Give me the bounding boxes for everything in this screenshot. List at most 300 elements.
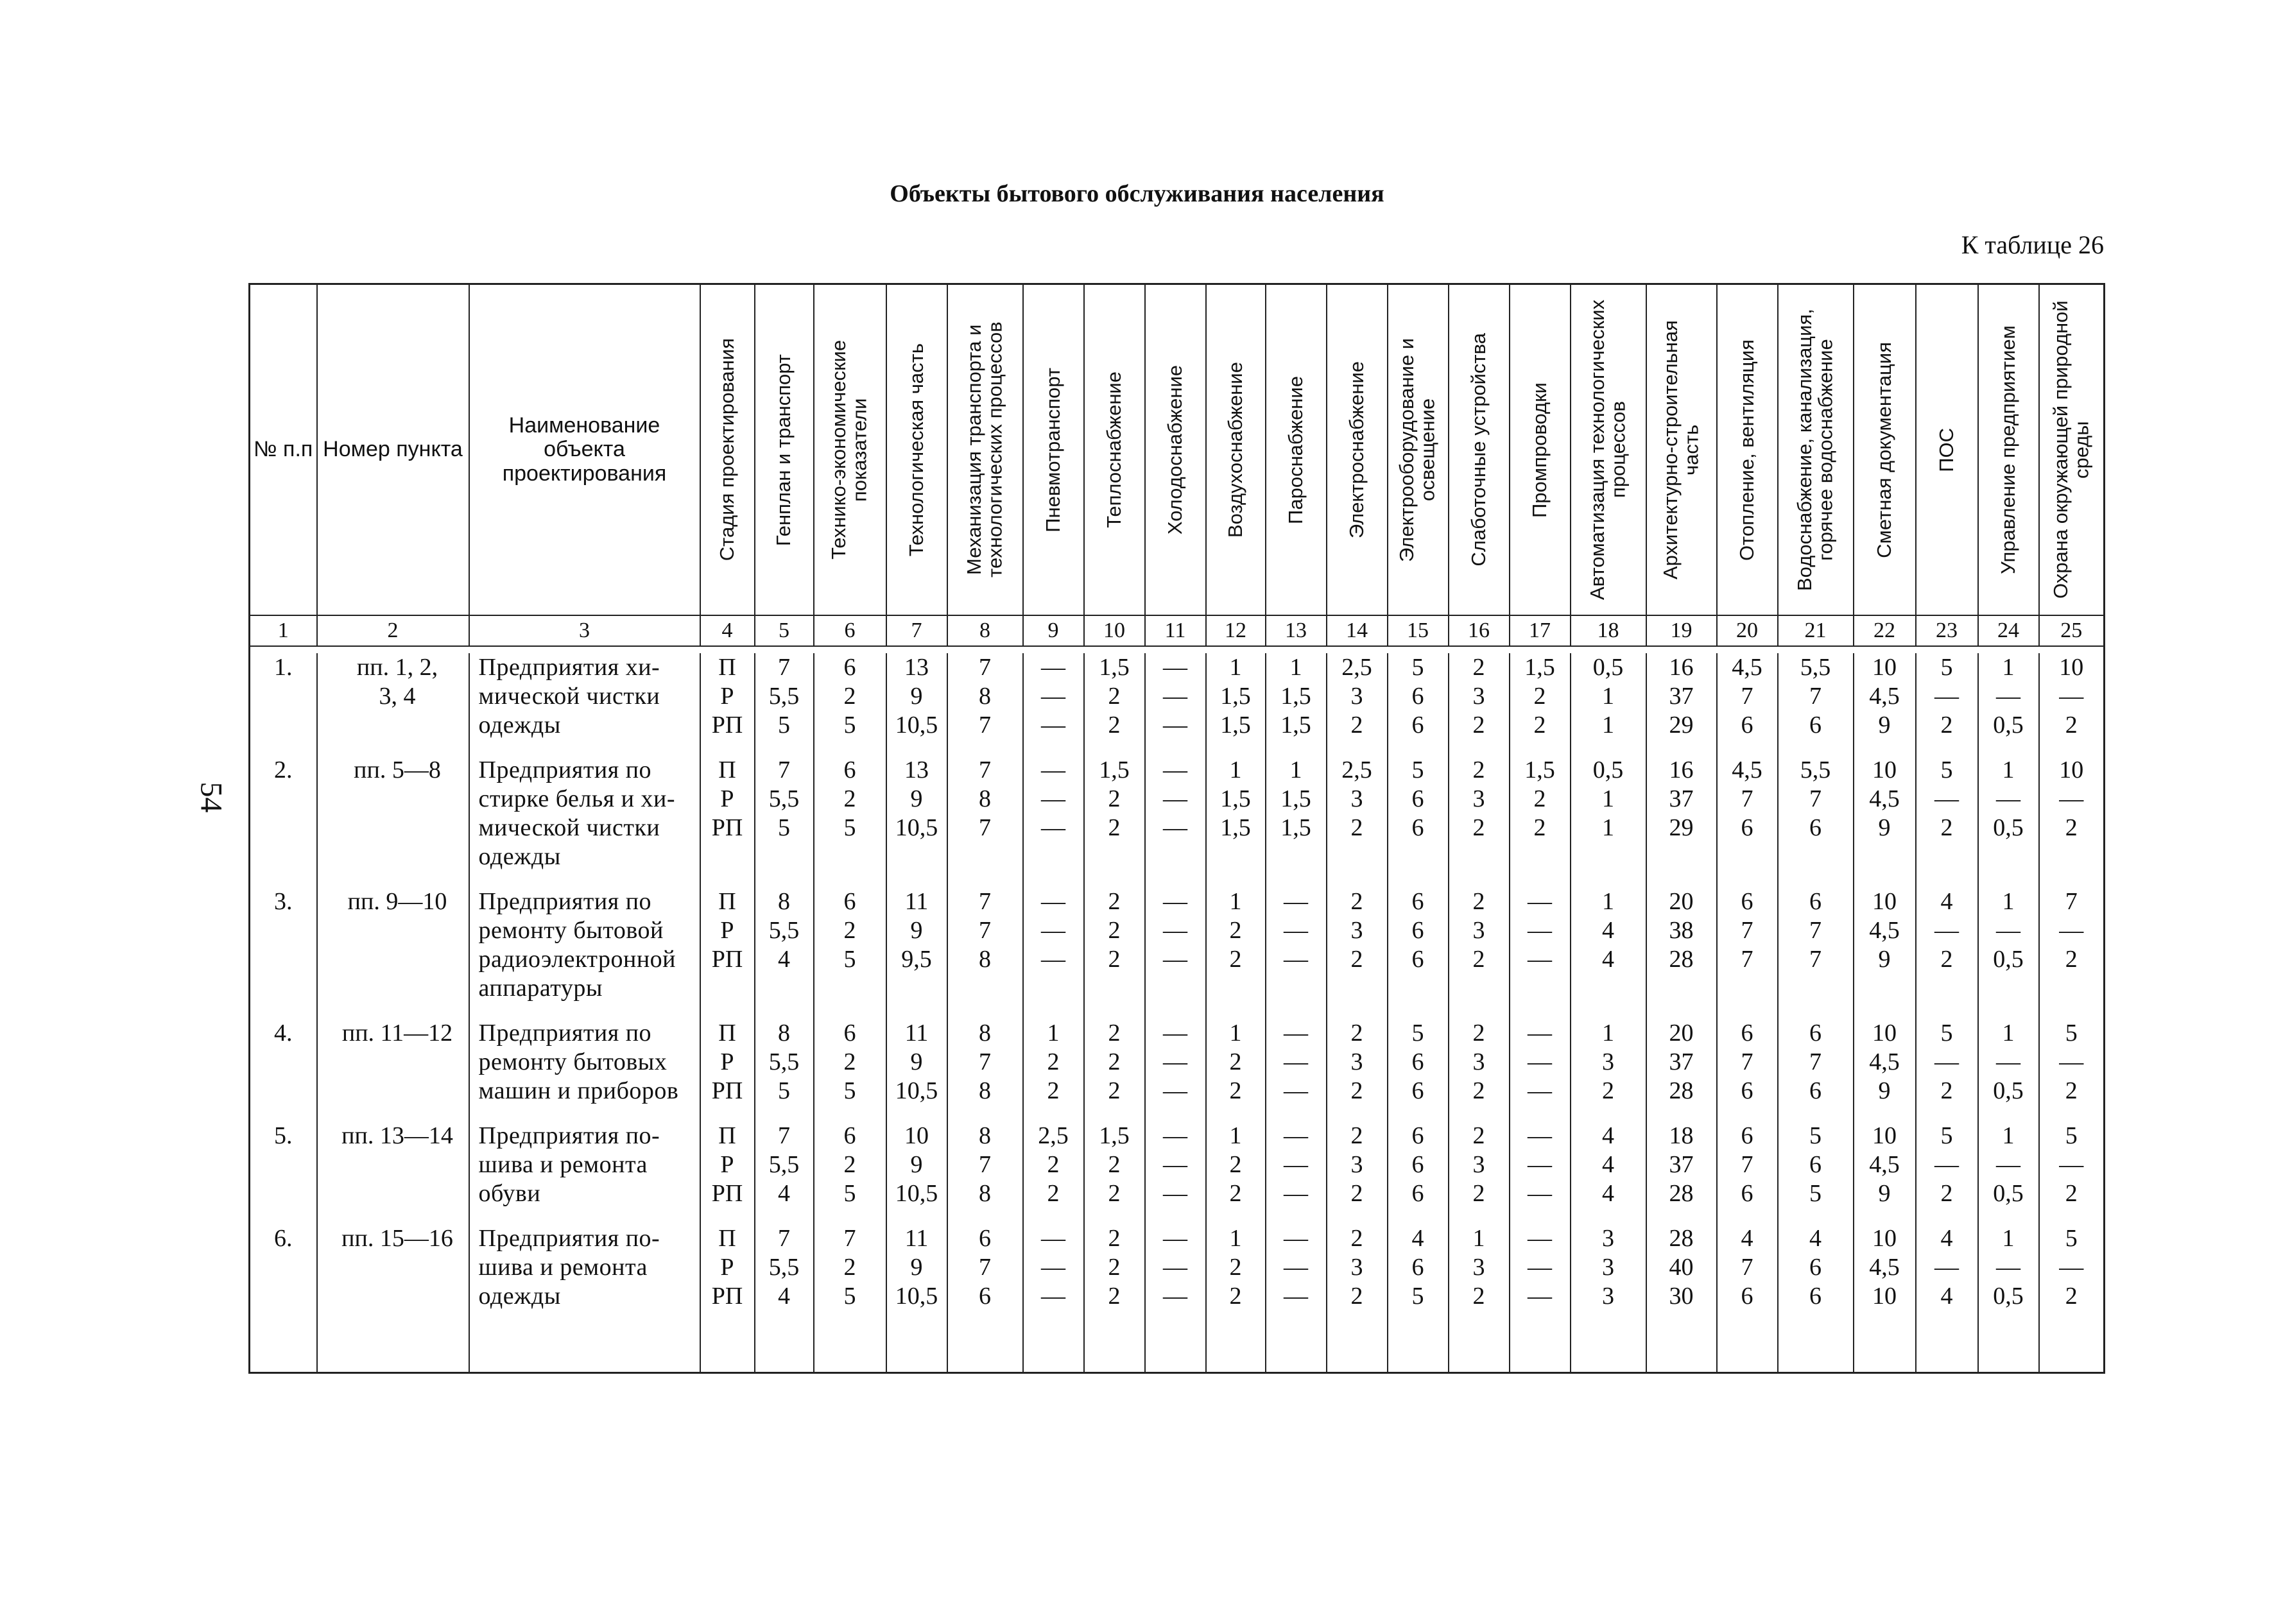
cell-line: 2: [2065, 1283, 2078, 1310]
value-cell: [1978, 653, 2039, 756]
header-cell: Стадия проектирования: [700, 284, 755, 616]
cell-line: 5: [2065, 1225, 2078, 1252]
cell-line: Предприятия хи-: [478, 654, 660, 681]
cell-line: 10,5: [895, 712, 938, 739]
cell-line: 1: [1229, 756, 1242, 783]
value-cell: [1023, 1224, 1084, 1327]
value-cell: [1778, 1224, 1854, 1327]
value-cell: [1854, 1224, 1916, 1327]
cell-line: 37: [1669, 683, 1694, 710]
object-name: [469, 756, 700, 887]
header-cell: Управление предприятием: [1978, 284, 2039, 616]
cell-line: 6.: [274, 1225, 293, 1252]
header-cell: Механизация транспорта и технологических процессов: [947, 284, 1023, 616]
value-cell: [886, 1224, 947, 1327]
cell-line: 37: [1669, 1048, 1694, 1075]
cell-line: 1,5: [1220, 814, 1251, 841]
cell-line: 2: [1108, 1151, 1121, 1178]
stage-cell: [700, 756, 755, 887]
point-number: [317, 756, 469, 887]
cell-line: 9: [910, 1151, 923, 1178]
cell-line: 1,5: [1280, 683, 1311, 710]
header-cell: Теплоснабжение: [1084, 284, 1145, 616]
header-cell: Слаботочные устройства: [1449, 284, 1510, 616]
cell-line: —: [1934, 917, 1959, 944]
cell-line: 0,5: [1993, 814, 2024, 841]
cell-line: аппаратуры: [478, 975, 603, 1002]
cell-line: 2: [2065, 1180, 2078, 1207]
value-cell: [1510, 1019, 1571, 1122]
column-number-cell: 11: [1145, 615, 1206, 646]
cell-line: —: [1996, 1048, 2020, 1075]
cell-line: 1: [1047, 1020, 1060, 1047]
cell-line: 4: [1602, 1122, 1614, 1149]
cell-line: —: [1163, 1122, 1187, 1149]
value-cell: [814, 1019, 886, 1122]
cell-line: 5: [843, 946, 856, 973]
value-cell: [1206, 1122, 1266, 1224]
cell-line: —: [1163, 1020, 1187, 1047]
cell-line: 2: [1472, 946, 1485, 973]
cell-line: —: [1041, 917, 1065, 944]
cell-line: радиоэлектронной: [478, 946, 676, 973]
cell-line: 1: [1229, 1225, 1242, 1252]
value-cell: [1717, 1122, 1778, 1224]
cell-line: 1,5: [1280, 785, 1311, 812]
value-cell: [1388, 1019, 1449, 1122]
cell-line: 3: [1472, 1048, 1485, 1075]
cell-line: —: [1934, 785, 1959, 812]
cell-line: 2: [843, 785, 856, 812]
cell-line: 10: [1872, 1283, 1897, 1310]
cell-line: 10,5: [895, 1077, 938, 1104]
cell-line: 1: [1229, 1020, 1242, 1047]
value-cell: [1778, 887, 1854, 1019]
cell-line: 2: [1533, 814, 1546, 841]
value-cell: [1266, 1019, 1327, 1122]
cell-line: 5: [843, 1283, 856, 1310]
cell-line: 5: [778, 814, 790, 841]
cell-line: 6: [1809, 1020, 1822, 1047]
cell-line: —: [1163, 756, 1187, 783]
column-number-cell: 16: [1449, 615, 1510, 646]
column-number-cell: 12: [1206, 615, 1266, 646]
cell-line: Р: [720, 917, 734, 944]
value-cell: [1206, 1224, 1266, 1327]
cell-line: —: [1163, 814, 1187, 841]
cell-line: 5: [1809, 1180, 1822, 1207]
cell-line: 30: [1669, 1283, 1694, 1310]
cell-line: 2,5: [1341, 756, 1372, 783]
value-cell: [1778, 1019, 1854, 1122]
cell-line: 2: [1108, 814, 1121, 841]
value-cell: [1084, 1122, 1145, 1224]
value-cell: [2039, 1122, 2105, 1224]
table-row: [250, 756, 2105, 887]
cell-line: 7: [1741, 785, 1753, 812]
cell-line: 6: [1411, 1077, 1424, 1104]
value-cell: [1978, 887, 2039, 1019]
cell-line: 1: [1602, 712, 1614, 739]
value-cell: [1646, 1224, 1717, 1327]
cell-line: обуви: [478, 1180, 541, 1207]
value-cell: [1388, 887, 1449, 1019]
column-number-cell: 13: [1266, 615, 1327, 646]
cell-line: П: [718, 1225, 736, 1252]
cell-line: 11: [904, 888, 929, 915]
cell-line: —: [1041, 1254, 1065, 1281]
value-cell: [1449, 653, 1510, 756]
value-cell: [1571, 653, 1646, 756]
cell-line: 5,5: [768, 917, 800, 944]
value-cell: [1978, 1122, 2039, 1224]
cell-line: 2: [1108, 712, 1121, 739]
value-cell: [947, 1224, 1023, 1327]
value-cell: [1646, 1122, 1717, 1224]
cell-line: —: [1041, 785, 1065, 812]
cell-line: 6: [1411, 683, 1424, 710]
header-cell: Водоснабжение, канализация, горячее водоснабжение: [1778, 284, 1854, 616]
cell-line: 2: [1108, 1254, 1121, 1281]
cell-line: —: [1163, 1225, 1187, 1252]
cell-line: 2: [1940, 1180, 1953, 1207]
cell-line: —: [1284, 1254, 1308, 1281]
value-cell: [814, 756, 886, 887]
cell-line: 2: [1472, 888, 1485, 915]
cell-line: 7: [1809, 946, 1822, 973]
cell-line: 6: [1741, 1020, 1753, 1047]
value-cell: [1854, 653, 1916, 756]
cell-line: 4: [778, 1180, 790, 1207]
data-table: [248, 283, 2105, 1374]
value-cell: [1327, 756, 1388, 887]
column-number-cell: 5: [755, 615, 814, 646]
cell-line: 6: [1809, 1077, 1822, 1104]
point-number: [317, 653, 469, 756]
cell-line: —: [1284, 1048, 1308, 1075]
cell-line: П: [718, 1020, 736, 1047]
cell-line: 7: [979, 917, 991, 944]
cell-line: 5: [1940, 1020, 1953, 1047]
cell-line: 2: [1350, 1180, 1363, 1207]
cell-line: 2: [1229, 1048, 1242, 1075]
cell-line: 4: [1602, 1180, 1614, 1207]
cell-line: 7: [1741, 683, 1753, 710]
value-cell: [886, 653, 947, 756]
cell-line: пп. 13—14: [341, 1122, 453, 1149]
cell-line: 3: [1472, 917, 1485, 944]
value-cell: [1206, 653, 1266, 756]
cell-line: —: [1528, 1283, 1552, 1310]
cell-line: 5: [843, 814, 856, 841]
cell-line: Р: [720, 785, 734, 812]
cell-line: пп. 1, 2,: [356, 654, 438, 681]
cell-line: 2: [1472, 1283, 1485, 1310]
cell-line: 1,5: [1524, 756, 1555, 783]
cell-line: 29: [1669, 712, 1694, 739]
cell-line: 7: [1741, 1254, 1753, 1281]
header-cell: ПОС: [1916, 284, 1978, 616]
cell-line: П: [718, 888, 736, 915]
row-number: [250, 1019, 317, 1122]
cell-line: 10: [1872, 888, 1897, 915]
cell-line: —: [1528, 888, 1552, 915]
row-number: [250, 1224, 317, 1327]
value-cell: [1510, 1224, 1571, 1327]
cell-line: 8: [778, 1020, 790, 1047]
cell-line: 1,5: [1099, 756, 1130, 783]
value-cell: [1449, 1019, 1510, 1122]
cell-line: 2: [1047, 1077, 1060, 1104]
cell-line: Предприятия по-: [478, 1122, 660, 1149]
value-cell: [886, 1019, 947, 1122]
cell-line: 4,5: [1869, 917, 1900, 944]
cell-line: 3.: [274, 888, 293, 915]
column-number-cell: 4: [700, 615, 755, 646]
cell-line: 7: [778, 1225, 790, 1252]
cell-line: —: [1284, 1151, 1308, 1178]
cell-line: 7: [1809, 1048, 1822, 1075]
cell-line: 5: [1411, 1020, 1424, 1047]
stage-cell: [700, 1122, 755, 1224]
cell-line: 2: [1350, 1225, 1363, 1252]
cell-line: РП: [711, 1180, 743, 1207]
cell-line: 10: [1872, 1020, 1897, 1047]
cell-line: 6: [1809, 1283, 1822, 1310]
value-cell: [947, 1019, 1023, 1122]
column-number-cell: 25: [2039, 615, 2105, 646]
value-cell: [1916, 887, 1978, 1019]
cell-line: 2: [843, 1048, 856, 1075]
header-cell: Отопление, вентиляция: [1717, 284, 1778, 616]
cell-line: шива и ремонта: [478, 1151, 648, 1178]
cell-line: 6: [843, 1020, 856, 1047]
cell-line: 6: [1411, 917, 1424, 944]
value-cell: [1571, 756, 1646, 887]
column-number-cell: 3: [469, 615, 700, 646]
cell-line: П: [718, 654, 736, 681]
cell-line: 5,5: [768, 785, 800, 812]
cell-line: РП: [711, 946, 743, 973]
cell-line: 1: [2002, 1122, 2015, 1149]
cell-line: 0,5: [1993, 712, 2024, 739]
cell-line: 10,5: [895, 1180, 938, 1207]
cell-line: 0,5: [1592, 654, 1624, 681]
cell-line: 1: [2002, 756, 2015, 783]
cell-line: 8: [979, 1122, 991, 1149]
cell-line: —: [1934, 1048, 1959, 1075]
value-cell: [1206, 887, 1266, 1019]
cell-line: —: [1041, 814, 1065, 841]
column-number-cell: 24: [1978, 615, 2039, 646]
cell-line: —: [1284, 946, 1308, 973]
value-cell: [755, 1019, 814, 1122]
cell-line: 1: [1602, 1020, 1614, 1047]
header-cell: Технологическая часть: [886, 284, 947, 616]
point-number: [317, 1019, 469, 1122]
cell-line: 9,5: [901, 946, 932, 973]
value-cell: [1023, 756, 1084, 887]
cell-line: 2: [1350, 1077, 1363, 1104]
value-cell: [1084, 887, 1145, 1019]
value-cell: [1449, 1122, 1510, 1224]
table-body: [250, 646, 2105, 1373]
value-cell: [1510, 653, 1571, 756]
cell-line: 1,5: [1524, 654, 1555, 681]
cell-line: пп. 5—8: [354, 756, 441, 783]
cell-line: 3: [1350, 1254, 1363, 1281]
cell-line: 5.: [274, 1122, 293, 1149]
cell-line: 1: [1602, 683, 1614, 710]
header-cell: Технико-экономические показатели: [814, 284, 886, 616]
cell-line: 2: [843, 917, 856, 944]
value-cell: [1646, 1019, 1717, 1122]
cell-line: Р: [720, 1048, 734, 1075]
cell-line: 9: [910, 1254, 923, 1281]
cell-line: —: [1284, 917, 1308, 944]
cell-line: —: [1528, 917, 1552, 944]
cell-line: Р: [720, 683, 734, 710]
cell-line: 8: [979, 946, 991, 973]
cell-line: Предприятия по: [478, 1020, 652, 1047]
cell-line: 1: [2002, 888, 2015, 915]
value-cell: [1145, 653, 1206, 756]
cell-line: 1: [1289, 654, 1302, 681]
value-cell: [755, 653, 814, 756]
cell-line: 1,5: [1220, 683, 1251, 710]
value-cell: [1978, 1019, 2039, 1122]
cell-line: 2: [1108, 917, 1121, 944]
cell-line: 4: [778, 946, 790, 973]
table-row: [250, 1122, 2105, 1224]
cell-line: 8: [979, 1077, 991, 1104]
cell-line: 4: [1940, 1283, 1953, 1310]
cell-line: 6: [1411, 785, 1424, 812]
cell-line: —: [1284, 1180, 1308, 1207]
column-number-cell: 2: [317, 615, 469, 646]
cell-line: 2: [1047, 1180, 1060, 1207]
cell-line: 2: [1350, 1283, 1363, 1310]
cell-line: 28: [1669, 1180, 1694, 1207]
cell-line: —: [2059, 1048, 2084, 1075]
cell-line: —: [1163, 1048, 1187, 1075]
cell-line: —: [1163, 1180, 1187, 1207]
value-cell: [1778, 1122, 1854, 1224]
cell-line: 1,5: [1280, 712, 1311, 739]
cell-line: —: [2059, 683, 2084, 710]
value-cell: [1023, 653, 1084, 756]
cell-line: —: [1163, 1254, 1187, 1281]
cell-line: стирке белья и хи-: [478, 785, 675, 812]
cell-line: 8: [979, 1020, 991, 1047]
column-number-row: [250, 615, 2105, 646]
cell-line: 7: [1741, 917, 1753, 944]
value-cell: [2039, 887, 2105, 1019]
cell-line: —: [1528, 1048, 1552, 1075]
cell-line: 2: [1108, 1048, 1121, 1075]
column-number-cell: 8: [947, 615, 1023, 646]
value-cell: [886, 756, 947, 887]
cell-line: 1: [1229, 1122, 1242, 1149]
cell-line: 1: [1289, 756, 1302, 783]
cell-line: пп. 11—12: [341, 1020, 453, 1047]
cell-line: 6: [1411, 814, 1424, 841]
object-name: [469, 653, 700, 756]
value-cell: [1266, 1122, 1327, 1224]
cell-line: 2: [1940, 946, 1953, 973]
cell-line: 7: [979, 712, 991, 739]
cell-line: 2: [1108, 888, 1121, 915]
value-cell: [1916, 756, 1978, 887]
cell-line: 5,5: [768, 1254, 800, 1281]
cell-line: 2: [1047, 1151, 1060, 1178]
cell-line: 6: [1741, 814, 1753, 841]
cell-line: 3: [1350, 1151, 1363, 1178]
cell-line: 0,5: [1592, 756, 1624, 783]
cell-line: —: [2059, 785, 2084, 812]
value-cell: [1084, 1019, 1145, 1122]
cell-line: 1,5: [1220, 712, 1251, 739]
cell-line: 2: [1108, 1225, 1121, 1252]
cell-line: 16: [1669, 654, 1694, 681]
row-number: [250, 887, 317, 1019]
value-cell: [755, 756, 814, 887]
cell-line: 1: [2002, 1020, 2015, 1047]
cell-line: 3: [1350, 683, 1363, 710]
cell-line: 2: [1108, 683, 1121, 710]
cell-line: —: [1284, 1122, 1308, 1149]
cell-line: одежды: [478, 843, 561, 870]
stage-cell: [700, 887, 755, 1019]
value-cell: [2039, 1019, 2105, 1122]
header-cell: Охрана окружающей природной среды: [2039, 284, 2105, 616]
value-cell: [1266, 756, 1327, 887]
cell-line: 4,5: [1869, 785, 1900, 812]
cell-line: 6: [1411, 712, 1424, 739]
value-cell: [1023, 887, 1084, 1019]
column-number-cell: 9: [1023, 615, 1084, 646]
cell-line: 2: [1350, 712, 1363, 739]
header-cell: Электроснабжение: [1327, 284, 1388, 616]
cell-line: 2: [1229, 1283, 1242, 1310]
cell-line: 6: [1741, 1283, 1753, 1310]
cell-line: 4: [1602, 1151, 1614, 1178]
cell-line: —: [1041, 946, 1065, 973]
cell-line: 28: [1669, 1077, 1694, 1104]
cell-line: 2: [2065, 946, 2078, 973]
cell-line: 16: [1669, 756, 1694, 783]
cell-line: —: [1284, 1020, 1308, 1047]
cell-line: 10: [1872, 1122, 1897, 1149]
cell-line: 7: [979, 756, 991, 783]
value-cell: [947, 887, 1023, 1019]
cell-line: 2: [843, 1254, 856, 1281]
cell-line: 7: [1741, 1151, 1753, 1178]
cell-line: 2,5: [1038, 1122, 1069, 1149]
cell-line: —: [1528, 1180, 1552, 1207]
cell-line: —: [1934, 1151, 1959, 1178]
cell-line: 2: [1472, 814, 1485, 841]
cell-line: 9: [1878, 712, 1891, 739]
cell-line: 2: [1229, 917, 1242, 944]
cell-line: 2: [1472, 756, 1485, 783]
cell-line: —: [1528, 1020, 1552, 1047]
cell-line: 4: [1411, 1225, 1424, 1252]
cell-line: 2: [1108, 1283, 1121, 1310]
cell-line: 9: [1878, 814, 1891, 841]
value-cell: [1388, 1122, 1449, 1224]
cell-line: 5: [843, 712, 856, 739]
